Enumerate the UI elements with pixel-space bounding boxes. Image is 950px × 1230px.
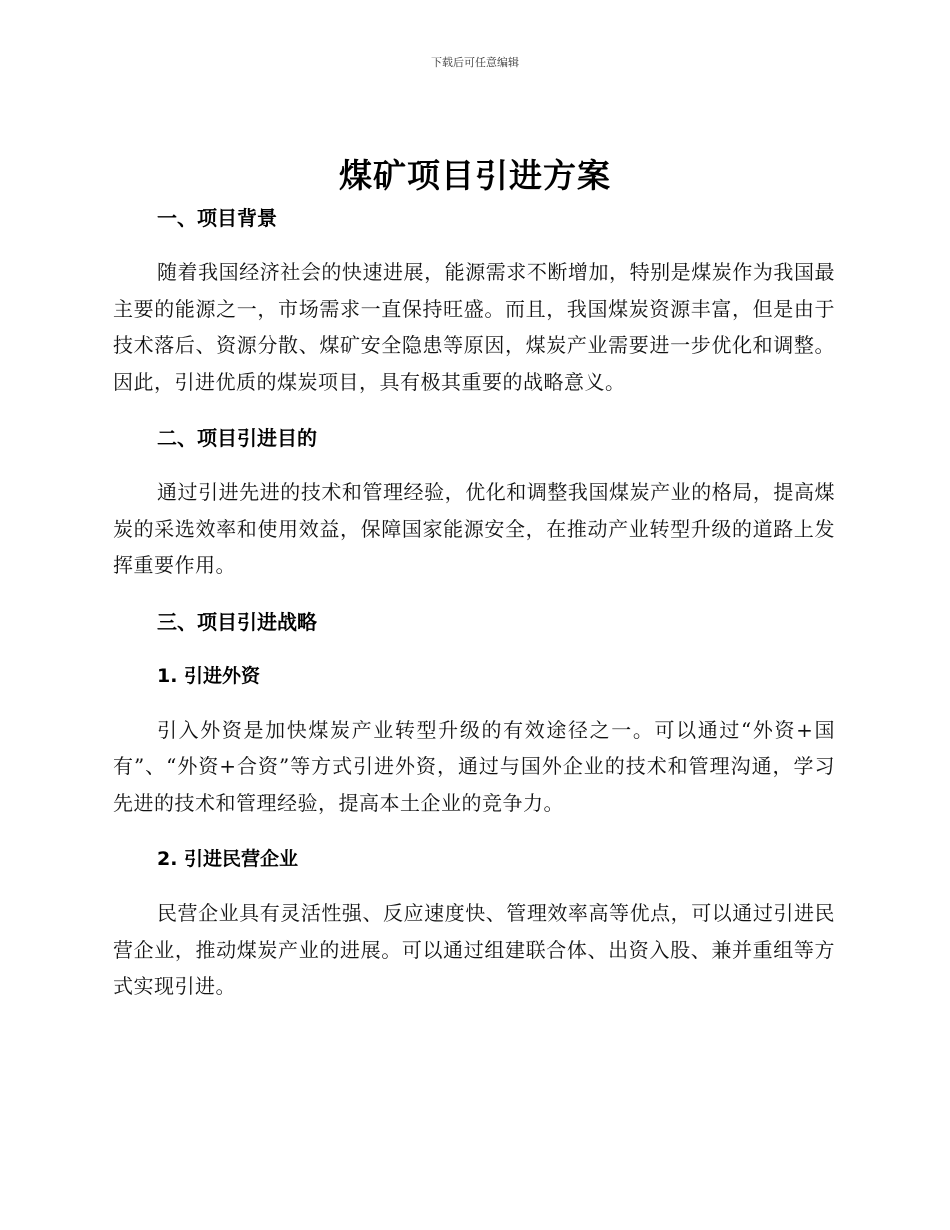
subsection-paragraph-foreign-capital: 引入外资是加快煤炭产业转型升级的有效途径之一。可以通过“外资+国有”、“外资+合资”等方式引进外资，通过与国外企业的技术和管理沟通，学习先进的技术和管理经验，提高本土企业的竞争力。 [113, 717, 835, 815]
document-title: 煤矿项目引进方案 [339, 156, 611, 195]
section-paragraph-background: 随着我国经济社会的快速进展，能源需求不断增加，特别是煤炭作为我国最主要的能源之一，市场需求一直保持旺盛。而且，我国煤炭资源丰富，但是由于技术落后、资源分散、煤矿安全隐患等原因，煤炭产业需要进一步优化和调整。因此，引进优质的煤炭项目，具有极其重要的战略意义。 [113, 260, 835, 394]
subsection-heading-foreign-capital: 1. 引进外资 [157, 664, 261, 687]
section-heading-strategy: 三、项目引进战略 [157, 609, 317, 634]
header-note: 下载后可任意编辑 [431, 56, 519, 69]
section-paragraph-purpose: 通过引进先进的技术和管理经验，优化和调整我国煤炭产业的格局，提高煤炭的采选效率和使用效益，保障国家能源安全，在推动产业转型升级的道路上发挥重要作用。 [113, 480, 835, 577]
section-heading-purpose: 二、项目引进目的 [157, 426, 317, 450]
subsection-heading-private-enterprise: 2. 引进民营企业 [157, 848, 299, 870]
section-heading-background: 一、项目背景 [157, 206, 277, 230]
subsection-paragraph-private-enterprise: 民营企业具有灵活性强、反应速度快、管理效率高等优点，可以通过引进民营企业，推动煤炭产业的进展。可以通过组建联合体、出资入股、兼并重组等方式实现引进。 [113, 901, 835, 998]
document-body [113, 200, 835, 1005]
